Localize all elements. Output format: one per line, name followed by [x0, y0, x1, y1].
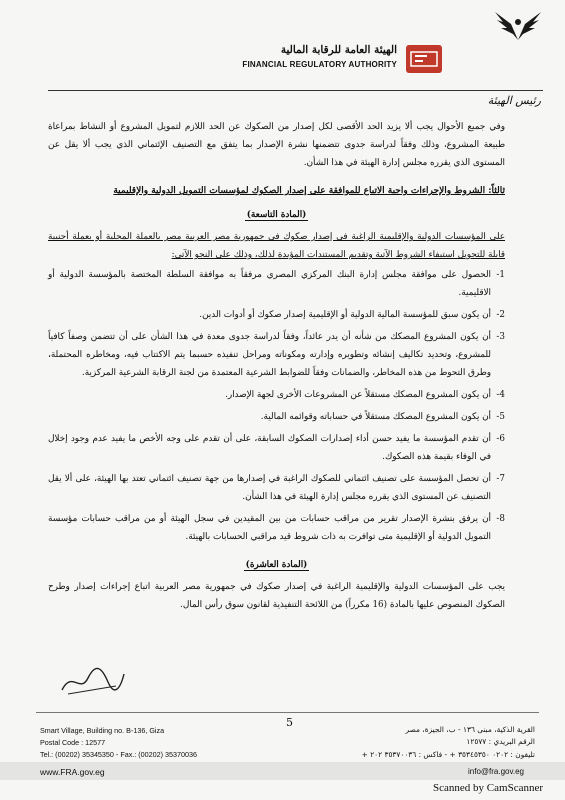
item-number: 1-: [496, 270, 505, 280]
header-divider: [48, 90, 543, 91]
item-text: أن يكون المشروع المصكك مستقلاً في حساباته وقوائمه المالية.: [260, 412, 491, 422]
phone-english: Tel.: (00202) 35345350 - Fax.: (00202) 35370036: [40, 750, 198, 759]
postal-english: Postal Code : 12577: [40, 738, 106, 747]
list-item: [48, 408, 505, 426]
website-link[interactable]: www.FRA.gov.eg: [40, 767, 105, 777]
item-number: 7-: [496, 474, 505, 484]
fra-logo-icon: [405, 44, 443, 74]
item-number: 8-: [496, 514, 505, 524]
item-text: أن يكون المشروع المصكك من شأنه أن يدر عائداً، وفقاً لدراسة جدوى معدة في هذا الشأن على أن تتضمن وصفاً كافياً للمشروع، وتحديد تكاليف إنشائه وتطويره وإدارته ومكوناته ومراحل تنفيذه حسبما يتم الاكتتاب فيه، ومخاطره المحتملة، وطرق التحوط من هذه المخاطر، والضمانات وفقاً للضوابط الشرعية المعتمدة من لجنة الرقابة الشرعية المركزية.: [48, 332, 491, 378]
article-10-text: يجب على المؤسسات الدولية والإقليمية الراغبة في إصدار صكوك في جمهورية مصر العربية اتباع إجراءات إصدار وطرح الصكوك المنصوص عليها بالمادة (16 مكرراً) من اللائحة التنفيذية لقانون سوق رأس المال.: [48, 582, 505, 610]
item-text: الحصول على موافقة مجلس إدارة البنك المركزي المصري مرفقاً به موافقة السلطة المختصة بالمؤسسة الدولية أو الاقليمية.: [48, 270, 491, 298]
item-number: 4-: [496, 390, 505, 400]
list-item: [48, 328, 505, 382]
opening-paragraph: وفي جميع الأحوال يجب ألا يزيد الحد الأقصى لكل إصدار من الصكوك عن الحد اللازم لتمويل المشروع أو النشاط بمراعاة طبيعة المشروع، وذلك وفقاً لدراسة جدوى تتضمنها نشرة الإصدار بما يتفق مع التصنيف الإئتماني الذي يجب ألا يقل عن المستوى الذي يقرره مجلس إدارة الهيئة في هذا الشأن.: [48, 122, 505, 168]
phone-arabic: تليفون : ٠٢٠٢ ٣٥٣٤٥٣٥٠ + - فاكس : ٣٥٣٧٠٠٣٦ ٢٠٢ +: [361, 750, 535, 759]
email-link[interactable]: info@fra.gov.eg: [468, 767, 525, 776]
page-number: 5: [286, 716, 293, 729]
item-number: 5-: [496, 412, 505, 422]
address-english: Smart Village, Building no. B-136, Giza: [40, 726, 165, 735]
eagle-logo-icon: [493, 10, 543, 44]
org-name-arabic: الهيئة العامة للرقابة المالية: [280, 44, 397, 56]
list-item: [48, 266, 505, 302]
address-arabic: القرية الذكية، مبنى ١٣٦ - ب، الجيزة، مصر: [405, 725, 535, 734]
article-9-title: (المادة التاسعة): [246, 210, 307, 220]
article-10-title: (المادة العاشرة): [245, 560, 308, 570]
item-text: أن يكون سبق للمؤسسة المالية الدولية أو الإقليمية إصدار صكوك أو أدوات الدين.: [199, 310, 491, 320]
postal-arabic: الرقم البريدي : ١٢٥٧٧: [466, 737, 535, 746]
list-item: [48, 306, 505, 324]
scanner-watermark: Scanned by CamScanner: [433, 782, 543, 794]
document-body: [48, 118, 505, 614]
item-text: أن يكون المشروع المصكك مستقلاً عن المشروعات الأخرى لجهة الإصدار.: [225, 390, 491, 400]
list-item: [48, 470, 505, 506]
item-text: أن تقدم المؤسسة ما يفيد حسن أداء إصدارات الصكوك السابقة، على أن تقدم على وجه الأخص ما يفيد عدم وجود إخلال في الوفاء بقيمة هذه الصكوك.: [48, 434, 491, 462]
footer-divider: [36, 712, 539, 713]
list-item: [48, 510, 505, 546]
list-item: [48, 386, 505, 404]
section-title: ثالثاً: الشروط والإجراءات واجبة الاتباع للموافقة على إصدار الصكوك لمؤسسات التمويل الدولية والإقليمية: [113, 186, 505, 196]
article-10-heading: [48, 556, 505, 574]
signature-scribble: [58, 660, 128, 700]
item-number: 3-: [496, 332, 505, 342]
president-label: رئيس الهيئة: [487, 94, 541, 107]
item-number: 2-: [496, 310, 505, 320]
article-9-intro: على المؤسسات الدولية والإقليمية الراغبة في إصدار صكوك في جمهورية مصر العربية مصر بالعملة المحلية أو بعملة أجنبية قابلة للتحويل استيفاء الشروط الآتية وتقديم المستندات المؤيدة لذلك، وذلك على النحو الآتي:: [48, 232, 505, 260]
list-item: [48, 430, 505, 466]
conditions-list: [48, 266, 505, 546]
item-text: أن تحصل المؤسسة على تصنيف ائتماني للصكوك الراغبة في إصدارها من جهة تصنيف ائتماني تعتد بها الهيئة، على ألا يقل التصنيف عن المستوى الذي يقرره مجلس إدارة الهيئة في هذا الشأن.: [48, 474, 491, 502]
article-9-heading: [48, 206, 505, 224]
org-name-english: FINANCIAL REGULATORY AUTHORITY: [242, 60, 397, 69]
item-number: 6-: [496, 434, 505, 444]
item-text: أن يرفق بنشرة الإصدار تقرير من مراقب حسابات من بين المقيدين في سجل الهيئة أو من مراقب حسابات مؤسسة التمويل الدولية أو الإقليمية متى توافرت به ذات شروط قيد مراقبي الحسابات بالهيئة.: [48, 514, 491, 542]
